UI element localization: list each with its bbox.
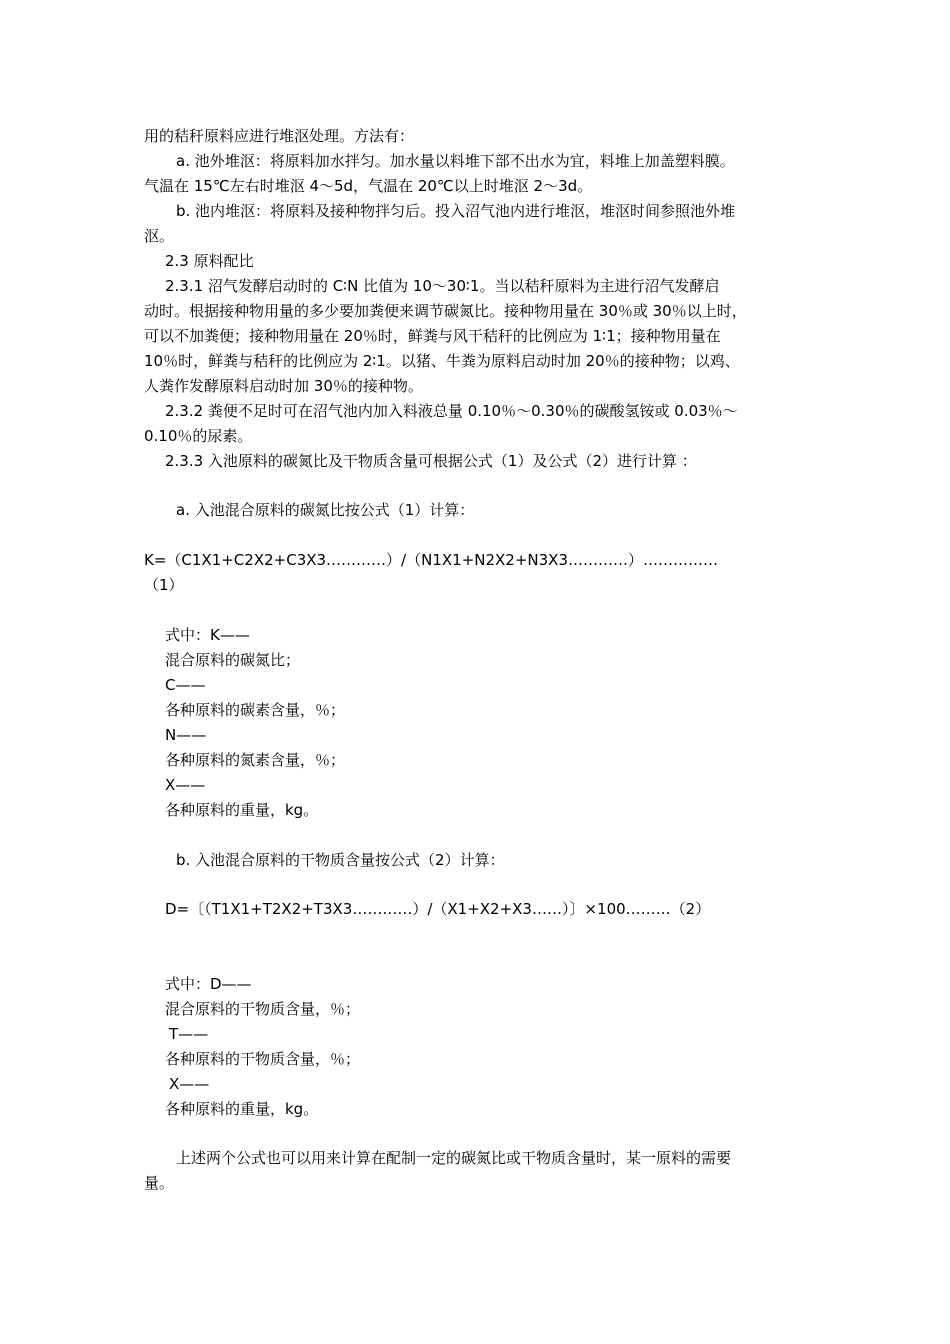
text-line: 0.10％的尿素。 xyxy=(144,427,253,445)
text-line: 2.3.2 粪便不足时可在沼气池内加入料液总量 0.10％～0.30％的碳酸氢铵或 0.03％～ xyxy=(165,402,738,420)
text-line: 各种原料的重量，kg。 xyxy=(165,801,319,819)
formula-1: K=（C1X1+C2X2+C3X3…………）/（N1X1+N2X2+N3X3…………）…………… xyxy=(144,551,718,569)
text-line: 式中：D—— xyxy=(165,975,252,993)
text-line: 用的秸秆原料应进行堆沤处理。方法有： xyxy=(144,127,415,145)
text-line: 各种原料的重量，kg。 xyxy=(165,1100,319,1118)
text-line: 动时。根据接种物用量的多少要加粪便来调节碳氮比。接种物用量在 30％或 30％以上时， xyxy=(144,302,747,320)
text-line: T—— xyxy=(169,1025,209,1043)
section-heading: 2.3 原料配比 xyxy=(165,252,254,270)
formula-1-number: （1） xyxy=(144,576,184,594)
text-line: 气温在 15℃左右时堆沤 4～5d，气温在 20℃以上时堆沤 2～3d。 xyxy=(144,177,593,195)
text-line: 10％时，鲜粪与秸秆的比例应为 2∶1。以猪、牛粪为原料启动时加 20％的接种物；以鸡、 xyxy=(144,352,740,370)
text-line: X—— xyxy=(165,776,206,794)
formula-2: D=〔（T1X1+T2X2+T3X3…………）/（X1+X2+X3……）〕×100………（2） xyxy=(165,900,711,918)
text-line: 上述两个公式也可以用来计算在配制一定的碳氮比或干物质含量时，某一原料的需要 xyxy=(176,1149,732,1167)
text-line: 可以不加粪便；接种物用量在 20％时，鲜粪与风干秸秆的比例应为 1∶1；接种物用量在 xyxy=(144,327,721,345)
text-line: N—— xyxy=(165,726,207,744)
text-line: 各种原料的干物质含量，％； xyxy=(165,1050,361,1068)
text-line: C—— xyxy=(165,676,206,694)
text-line: X—— xyxy=(169,1075,210,1093)
text-line: 混合原料的碳氮比； xyxy=(165,651,301,669)
text-line: 各种原料的碳素含量，％； xyxy=(165,701,346,719)
text-line: a. 入池混合原料的碳氮比按公式（1）计算： xyxy=(176,501,475,519)
text-line: 量。 xyxy=(144,1174,175,1192)
text-line: 沤。 xyxy=(144,227,175,245)
text-line: 人粪作发酵原料启动时加 30％的接种物。 xyxy=(144,377,423,395)
text-line: a. 池外堆沤：将原料加水拌匀。加水量以料堆下部不出水为宜，料堆上加盖塑料膜。 xyxy=(176,152,735,170)
text-line: b. 入池混合原料的干物质含量按公式（2）计算： xyxy=(176,851,505,869)
text-line: 式中：K—— xyxy=(165,626,250,644)
text-line: 各种原料的氮素含量，％； xyxy=(165,751,346,769)
text-line: 2.3.1 沼气发酵启动时的 C∶N 比值为 10～30∶1。当以秸秆原料为主进行沼气发酵启 xyxy=(165,277,720,295)
text-line: 2.3.3 入池原料的碳氮比及干物质含量可根据公式（1）及公式（2）进行计算 ： xyxy=(165,452,697,470)
text-line: b. 池内堆沤：将原料及接种物拌匀后。投入沼气池内进行堆沤，堆沤时间参照池外堆 xyxy=(176,202,736,220)
text-line: 混合原料的干物质含量，％； xyxy=(165,1000,361,1018)
